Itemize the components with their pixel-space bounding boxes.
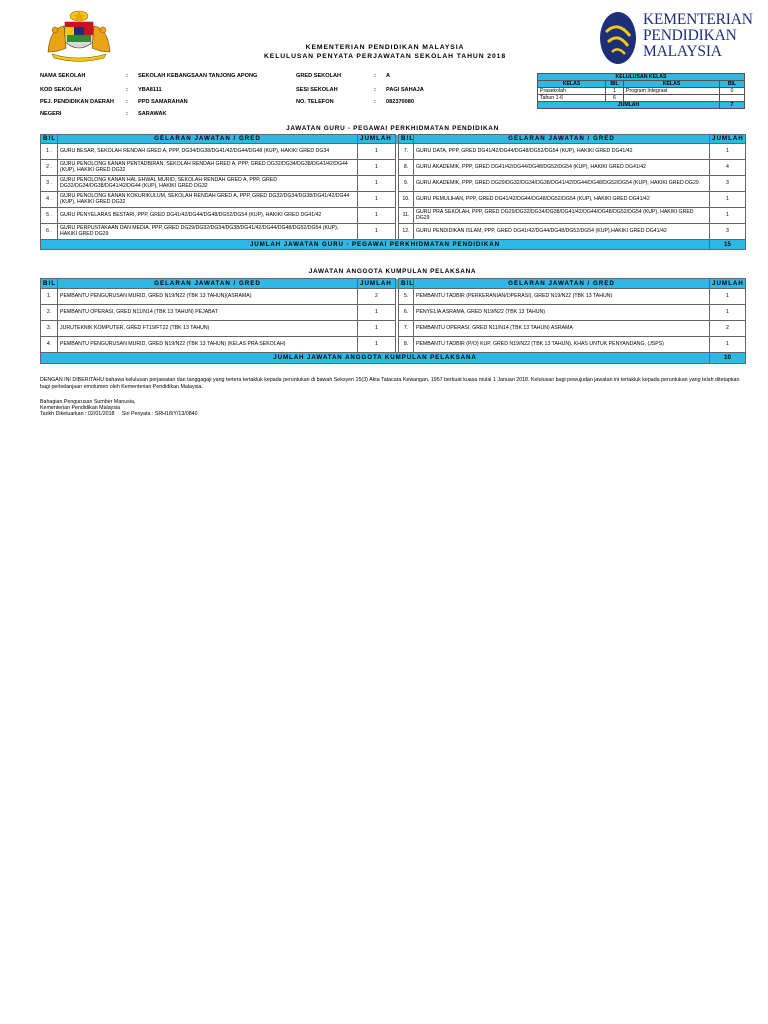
- negeri-label: NEGERI: [40, 111, 62, 117]
- row-number: 8.: [399, 160, 414, 176]
- jawatan-title: JURUTEKNIK KOMPUTER, GRED FT19/FT22 (TBK 13 TAHUN): [58, 321, 358, 337]
- row-number: 12.: [399, 224, 414, 240]
- jawatan-title: PEMBANTU PENGURUSAN MURID, GRED N19/N22 (TBK 13 TAHUN)(ASRAMA): [58, 289, 358, 305]
- kelas-count: 6: [606, 95, 624, 102]
- jawatan-title: PEMBANTU OPERASI, GRED N11/N14 (TBK 13 TAHUN) ASRAMA: [414, 321, 710, 337]
- jumlah-value: 1: [358, 176, 396, 192]
- kod-sekolah-value: YBA8111: [138, 87, 162, 93]
- jawatan-title: GURU BESAR, SEKOLAH RENDAH GRED A, PPP, DG34/DG38/DG41/42/DG44/DG48 (KUP), HAKIKI GRED DG34: [58, 144, 358, 160]
- jumlah-value: 1: [710, 289, 746, 305]
- jawatan-title: PEMBANTU OPERASI, GRED N11/N14 (TBK 13 TAHUN) PEJABAT: [58, 305, 358, 321]
- guru-table: [40, 134, 746, 250]
- jawatan-title: PEMBANTU TADBIR (PERKERANIAN/OPERASI), GRED N19/N22 (TBK 13 TAHUN): [414, 289, 710, 305]
- kpm-logo-line1: KEMENTERIAN: [643, 11, 753, 28]
- col-jumlah-header: JUMLAH: [710, 135, 746, 144]
- pelaksana-section-title: JAWATAN ANGGOTA KUMPULAN PELAKSANA: [308, 268, 477, 275]
- jumlah-value: 1: [710, 208, 746, 224]
- jawatan-title: GURU PERPUSTAKAAN DAN MEDIA, PPP, GRED DG29/DG32/DG34/DG38/DG41/42/DG44/DG48/DG52/DG54 (KUP), HAKIKI GRED DG29: [58, 224, 358, 240]
- col-bil-header: BIL: [399, 135, 414, 144]
- jumlah-value: 2: [710, 321, 746, 337]
- row-number: 1 .: [41, 144, 58, 160]
- colon: :: [126, 87, 128, 93]
- row-number: 5 .: [41, 208, 58, 224]
- table-row: [41, 144, 746, 160]
- jawatan-title: GURU AKADEMIK, PPP, GRED DG41/42/DG44/DG48/DG52/DG54 (KUP), HAKIKI GRED DG41/42: [414, 160, 710, 176]
- colon: :: [126, 99, 128, 105]
- kelas-row: [538, 95, 745, 102]
- table-row: [41, 160, 746, 176]
- kelulusan-kelas-title: KELULUSAN KELAS: [538, 74, 745, 81]
- jawatan-title: GURU PRA SEKOLAH, PPP, GRED DG29/DG32/DG34/DG38/DG41/42/DG44/DG48/DG52/DG54 (KUP), HAKIKI GRED DG29: [414, 208, 710, 224]
- colon: :: [374, 99, 376, 105]
- telefon-label: NO. TELEFON: [296, 99, 334, 105]
- jumlah-value: 3: [710, 176, 746, 192]
- kod-sekolah-label: KOD SEKOLAH: [40, 87, 82, 93]
- kelas-row: [538, 88, 745, 95]
- kelas-name: Program Integrasi: [624, 88, 720, 95]
- row-number: 8.: [399, 337, 414, 353]
- ppd-label: PEJ. PENDIDIKAN DAERAH: [40, 99, 114, 105]
- jawatan-title: GURU PENDIDIKAN ISLAM, PPP, GRED DG41/42/DG44/DG48/DG52/DG54 (KUP),HAKIKI GRED DG41/42: [414, 224, 710, 240]
- jumlah-value: 1: [358, 321, 396, 337]
- table-row: [41, 176, 746, 192]
- jawatan-title: PEMBANTU TADBIR (P/O) KUP, GRED N19/N22 (TBK 13 TAHUN), KHAS UNTUK PENYANDANG, (JSPS): [414, 337, 710, 353]
- table-row: [41, 337, 746, 353]
- col-kelas-header: KELAS: [538, 81, 606, 88]
- row-number: 6 .: [41, 224, 58, 240]
- jumlah-value: 1: [358, 192, 396, 208]
- jumlah-value: 1: [358, 160, 396, 176]
- col-jumlah-header: JUMLAH: [710, 279, 746, 289]
- jawatan-title: GURU AKADEMIK, PPP, GRED DG29/DG32/DG34/DG38/DG41/42/DG44/DG48/DG52/DG54 (KUP), HAKIKI GRED DG29: [414, 176, 710, 192]
- sesi-sekolah-label: SESI SEKOLAH: [296, 87, 338, 93]
- row-number: 2 .: [41, 160, 58, 176]
- jumlah-value: 1: [710, 144, 746, 160]
- kelulusan-kelas-table: [537, 73, 745, 109]
- row-number: 4 .: [41, 192, 58, 208]
- kpm-logo-text: [643, 12, 753, 60]
- col-bil-header: BIL: [720, 81, 745, 88]
- guru-total-label: JUMLAH JAWATAN GURU - PEGAWAI PERKHIDMATAN PENDIDIKAN: [41, 240, 710, 250]
- col-jumlah-header: JUMLAH: [358, 135, 396, 144]
- jawatan-title: GURU DATA, PPP, GRED DG41/42/DG44/DG48/DG52/DG54 (KUP), HAKIKI GRED DG41/42: [414, 144, 710, 160]
- jumlah-value: 1: [710, 305, 746, 321]
- kelas-jumlah-label: JUMLAH: [538, 102, 720, 109]
- table-row: [41, 224, 746, 240]
- colon: :: [374, 73, 376, 79]
- kpm-logo-line3: MALAYSIA: [643, 43, 722, 60]
- row-number: 5.: [399, 289, 414, 305]
- row-number: 6.: [399, 305, 414, 321]
- col-bil-header: BIL: [399, 279, 414, 289]
- jumlah-value: 4: [710, 160, 746, 176]
- table-row: [41, 289, 746, 305]
- col-gelaran-header: GELARAN JAWATAN / GRED: [414, 135, 710, 144]
- jawatan-title: PEMBANTU PENGURUSAN MURID, GRED N19/N22 (TBK 13 TAHUN) (KELAS PRA SEKOLAH): [58, 337, 358, 353]
- telefon-value: 082370080: [386, 99, 414, 105]
- row-number: 3 .: [41, 176, 58, 192]
- jumlah-value: 1: [710, 192, 746, 208]
- row-number: 11.: [399, 208, 414, 224]
- col-gelaran-header: GELARAN JAWATAN / GRED: [58, 135, 358, 144]
- guru-section-title: JAWATAN GURU - PEGAWAI PERKHIDMATAN PENDIDIKAN: [286, 125, 499, 132]
- row-number: 9.: [399, 176, 414, 192]
- kelas-jumlah-value: 7: [720, 102, 745, 109]
- pelaksana-total-label: JUMLAH JAWATAN ANGGOTA KUMPULAN PELAKSANA: [41, 353, 710, 364]
- col-bil-header: BIL: [41, 135, 58, 144]
- pelaksana-total-value: 10: [710, 353, 746, 364]
- jawatan-title: GURU PENOLONG KANAN KOKURIKULUM, SEKOLAH RENDAH GRED A, PPP, GRED DG32/DG34/DG38/DG41/42/DG44 (KUP), HAKIKI GRED DG32: [58, 192, 358, 208]
- col-bil-header: BIL: [606, 81, 624, 88]
- negeri-value: SARAWAK: [138, 111, 167, 117]
- colon: :: [374, 87, 376, 93]
- sesi-sekolah-value: PAGI SAHAJA: [386, 87, 424, 93]
- row-number: 4.: [41, 337, 58, 353]
- jumlah-value: 2: [358, 289, 396, 305]
- row-number: 7.: [399, 144, 414, 160]
- nama-sekolah-value: SEKOLAH KEBANGSAAN TANJONG APONG: [138, 73, 258, 79]
- footer-issue-details: Tarikh Dikeluarkan : 02/01/2018 Siri Penyata : SRH18/Y/13/0840: [40, 411, 198, 418]
- kpm-logo-line2: PENDIDIKAN: [643, 27, 737, 44]
- table-row: [41, 192, 746, 208]
- row-number: 7.: [399, 321, 414, 337]
- kelas-name: Prasekolah: [538, 88, 606, 95]
- ppd-value: PPD SAMARAHAN: [138, 99, 188, 105]
- jumlah-value: 1: [358, 337, 396, 353]
- nama-sekolah-label: NAMA SEKOLAH: [40, 73, 86, 79]
- coat-of-arms-logo: [40, 8, 118, 64]
- table-row: [41, 305, 746, 321]
- kelas-count: 0: [720, 88, 745, 95]
- row-number: 2.: [41, 305, 58, 321]
- kelas-name: Tahun 1-6: [538, 95, 606, 102]
- kelas-count: [720, 95, 745, 102]
- issuer-footer: [40, 399, 198, 418]
- col-jumlah-header: JUMLAH: [358, 279, 396, 289]
- kelas-name: [624, 95, 720, 102]
- row-number: 3.: [41, 321, 58, 337]
- jawatan-title: PENYELIA ASRAMA, GRED N19/N22 (TBK 13 TAHUN): [414, 305, 710, 321]
- colon: :: [126, 111, 128, 117]
- jumlah-value: 1: [710, 337, 746, 353]
- col-gelaran-header: GELARAN JAWATAN / GRED: [58, 279, 358, 289]
- colon: :: [126, 73, 128, 79]
- jumlah-value: 1: [358, 208, 396, 224]
- pelaksana-table: [40, 278, 746, 364]
- approval-notice: DENGAN INI DIBERITAHU bahawa kelulusan perjawatan dan tanggagaji yang tertera tertakluk kepada peruntukan di bawah Seksyen 15(3) Akta Tatacara Kewangan, 1957 berkuat kuasa mulai 1 Januari 2018. Kelulusan bagi pewujudan jawatan ini tertakluk kepada peruntukan yang telah ditetapkan bagi perbelanjaan emolumen oleh Kementerian Pendidikan Malaysia.: [40, 377, 740, 390]
- jawatan-title: GURU PEMULIHAN, PPP, GRED DG41/42/DG44/DG48/DG52/DG54 (KUP), HAKIKI GRED DG41/42: [414, 192, 710, 208]
- row-number: 1.: [41, 289, 58, 305]
- table-row: [41, 208, 746, 224]
- jumlah-value: 3: [710, 224, 746, 240]
- jumlah-value: 1: [358, 305, 396, 321]
- document-title: KELULUSAN PENYATA PERJAWATAN SEKOLAH TAHUN 2018: [263, 53, 507, 60]
- gred-sekolah-value: A: [386, 73, 391, 79]
- jumlah-value: 1: [358, 144, 396, 160]
- col-gelaran-header: GELARAN JAWATAN / GRED: [414, 279, 710, 289]
- footer-department: Bahagian Pengurusan Sumber Manusia,: [40, 399, 136, 405]
- jawatan-title: GURU PENOLONG KANAN PENTADBIRAN, SEKOLAH RENDAH GRED A, PPP, GRED DG32/DG34/DG38/DG41/42/DG44 (KUP), HAKIKI GRED DG32: [58, 160, 358, 176]
- col-bil-header: BIL: [41, 279, 58, 289]
- jawatan-title: GURU PENYELARAS BESTARI, PPP, GRED DG41/42/DG44/DG48/DG52/DG54 (KUP), HAKIKI GRED DG41/42: [58, 208, 358, 224]
- ministry-title: KEMENTERIAN PENDIDIKAN MALAYSIA: [305, 44, 465, 51]
- gred-sekolah-label: GRED SEKOLAH: [296, 73, 342, 79]
- footer-ministry: Kementerian Pendidikan Malaysia: [40, 405, 121, 412]
- jawatan-title: GURU PENOLONG KANAN HAL EHWAL MURID, SEKOLAH RENDAH GRED A, PPP, GRED DG32/DG34/DG38/DG41/42/DG44 (KUP), HAKIKI GRED DG32: [58, 176, 358, 192]
- kelas-count: 1: [606, 88, 624, 95]
- jumlah-value: 1: [358, 224, 396, 240]
- guru-total-value: 15: [710, 240, 746, 250]
- row-number: 10.: [399, 192, 414, 208]
- col-kelas-header: KELAS: [624, 81, 720, 88]
- table-row: [41, 321, 746, 337]
